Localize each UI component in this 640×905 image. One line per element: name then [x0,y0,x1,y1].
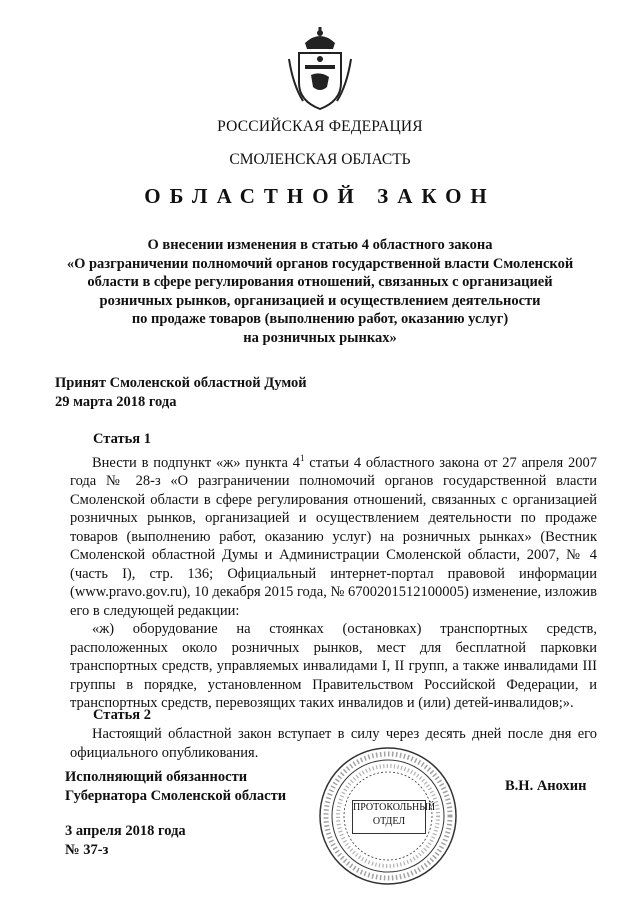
subject-line: по продаже товаров (выполнению работ, оказанию услуг) [131,311,509,328]
superscript: 1 [299,453,305,463]
law-number: № 37-з [65,842,109,858]
signing-date: 3 апреля 2018 года [65,823,186,839]
seal-text: ПРОТОКОЛЬНЫЙ [353,802,436,813]
article-2-heading: Статья 2 [93,707,151,723]
subject-line: области в сфере регулирования отношений, связанных с организацией [87,274,553,291]
subject-line: на розничных рынках» [243,329,397,346]
document-type-title: ОБЛАСТНОЙ ЗАКОН [144,184,496,208]
signing-info [65,822,186,860]
adoption-info [55,374,307,412]
signatory-title-line: Исполняющий обязанности [65,769,248,785]
law-subject [40,236,600,348]
article-1-paragraph: «ж) оборудование на стоянках (остановках) транспортных средств, расположенных около розничных рынков, мест для бесплатной парковки транспортных средств, управляемых инвалидами I, II групп, а также инвалидами III группы в порядке, установленном Правительством Российской Федерации, и транспортных средств, перевозящих таких инвалидов и (или) детей-инвалидов;». [70,621,597,712]
signatory-title-line: Губернатора Смоленской области [65,788,287,804]
text-fragment: статьи 4 областного закона от 27 апреля 2007 года № 28-з «О разграничении полномочий органов государственной власти Смоленской области в сфере регулирования отношений, связанных с организацией розничных рынков, организацией и осуществлением деятельности по продаже товаров (выполнению работ, оказанию услуг) на розничных рынках» (Вестник Смоленской областной Думы и Администрации Смоленской области, 2007, № 4 (часть I), стр. 136; Официальный интернет-портал правовой информации (www.pravo.gov.ru), 10 декабря 2015 года, № 6700201512100005) изменение, изложив его в следующей редакции: [70,454,597,619]
region-heading: СМОЛЕНСКАЯ ОБЛАСТЬ [229,151,411,168]
article-2-paragraph: Настоящий областной закон вступает в силу через десять дней после дня его официального опубликования. [70,726,597,761]
signatory-name: В.Н. Анохин [505,778,587,794]
article-1-body [70,449,597,713]
subject-line: «О разграничении полномочий органов государственной власти Смоленской [66,255,574,272]
country-heading: РОССИЙСКАЯ ФЕДЕРАЦИЯ [217,118,423,135]
subject-line: розничных рынков, организацией и осуществлением деятельности [99,292,541,309]
seal-center-label [352,800,436,834]
smolensk-coat-of-arms-icon [285,25,355,113]
article-1-paragraph [70,449,597,620]
adopted-date: 29 марта 2018 года [55,394,177,410]
adopted-by: Принят Смоленской областной Думой [55,375,307,391]
article-1-heading: Статья 1 [93,431,151,447]
seal-text: ОТДЕЛ [372,816,406,827]
signatory-title [65,768,286,806]
subject-line: О внесении изменения в статью 4 областного закона [147,237,493,253]
text-fragment: Внести в подпункт «ж» пункта 4 [92,454,300,471]
